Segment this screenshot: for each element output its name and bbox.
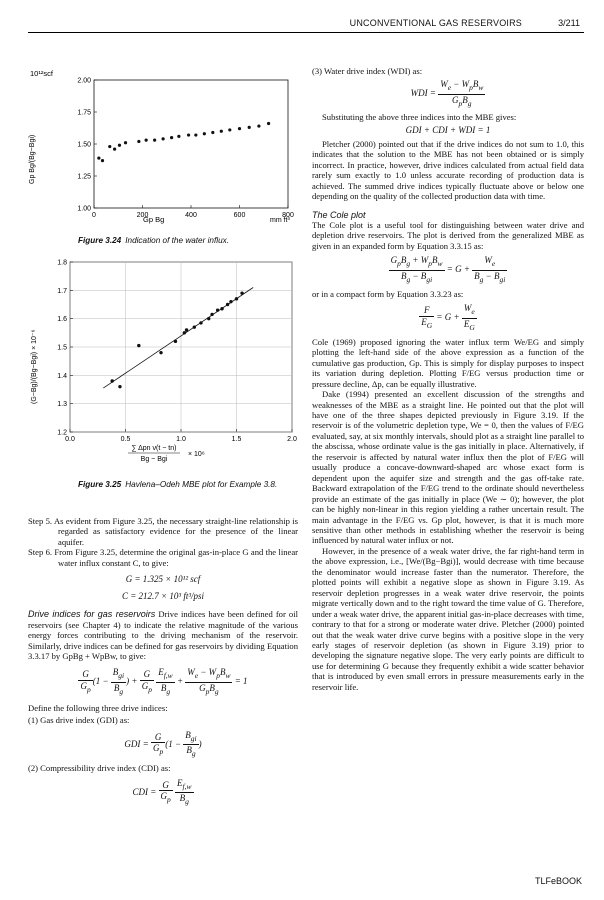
y-tick-label: 1.3: [57, 401, 67, 409]
x-axis-label-numerator: ∑ Δpn ν(t − tn): [131, 445, 177, 452]
y-tick-label: 1.50: [77, 141, 91, 149]
pletcher-paragraph: Pletcher (2000) pointed out that if the drive indices do not sum to 1.0, this indicates that the solution to the MBE has not been obtained or is simply incorrect. In practice, however, drive indices calculated from actual field data rarely sum exactly to 1.0 unless accurate recording of production data is achieved. The summed drive indices typically fluctuate above or below one depending on the quality of the collected production data with time.: [312, 138, 584, 202]
data-point: [118, 144, 121, 147]
y-tick-label: 1.4: [57, 372, 67, 380]
data-point: [159, 351, 162, 354]
x-axis-label-denominator: Bg − Bgi: [140, 456, 168, 463]
cole-expanded-equation: $\frac{G_pB_g + W_pB_w}{B_g - B_{gi}}$ = G + $\frac{W_e}{B_g - B_{gi}}$: [390, 255, 506, 284]
x-tick-label: 0.5: [120, 436, 131, 443]
cdi-equation: CDI = $\frac{G}{G_p}$ $\frac{E_{f,w}}{B_g}$: [132, 777, 192, 806]
data-point: [240, 291, 243, 294]
step-5: Step 5. As evident from Figure 3.25, the necessary straight-line relationship is regarded as satisfactory evidence for the presence of the linear aquifer.: [28, 516, 298, 547]
data-point: [193, 325, 196, 328]
figure-3-24-caption: [78, 236, 308, 245]
figure-3-25-caption: [78, 480, 308, 489]
y-tick-label: 1.5: [57, 344, 67, 352]
data-point: [235, 297, 238, 300]
section-heading: Drive indices for gas reservoirs: [28, 609, 156, 620]
data-point: [248, 126, 251, 129]
y-tick-label: 1.2: [57, 429, 67, 437]
footer-mark: TLFeBOOK: [534, 876, 582, 886]
data-point: [183, 331, 186, 334]
data-point: [228, 128, 231, 131]
figure-3-25-chart: [28, 254, 300, 464]
data-point: [226, 303, 229, 306]
cole-paragraph-2: Cole (1969) proposed ignoring the water influx term We/EG and simply plotting the left-hand side of the above expression as a function of the cumulative gas production, Gp. This is simply for display purposes to inspect its variation during depletion. Plotting F/EG versus production time or pressure decline, Δp, can be equally illustrative.: [312, 336, 584, 389]
equation-g: G = 1.325 × 10¹² scf: [125, 574, 201, 585]
gdi-equation: GDI = $\frac{G}{G_p}$ (1 − $\frac{B_{gi}}{B_g}$ ): [124, 729, 202, 758]
mbe-drive-equation: $\frac{G}{G_p}$ (1 − $\frac{B_{gi}}{B_g}$ ) + $\frac{G}{G_p}$ $\frac{E_{f,w}}{B_g}$ + $\frac{W_e - W_pB_w}{G_pB_g}$ = 1: [80, 667, 248, 696]
data-point: [177, 135, 180, 138]
wdi-equation: WDI = $\frac{W_e - W_pB_w}{G_pB_g}$: [410, 79, 484, 108]
data-point: [203, 132, 206, 135]
x-axis-multiplier: × 10⁶: [188, 451, 205, 458]
data-point: [220, 130, 223, 133]
sum-equation: GDI + CDI + WDI = 1: [405, 125, 491, 136]
wdi-label: (3) Water drive index (WDI) as:: [312, 66, 423, 76]
data-point: [257, 124, 260, 127]
x-tick-label: 2.0: [287, 436, 297, 443]
x-unit-label: mm ft³: [270, 217, 290, 224]
data-point: [229, 300, 232, 303]
x-tick-label: 400: [185, 212, 197, 219]
data-point: [238, 127, 241, 130]
x-axis-label: Gp Bg: [143, 215, 165, 224]
drive-indices-paragraph: Drive indices for gas reservoirs Drive indices have been defined for oil reservoirs (see Chapter 4) to indicate the relative magnitude of the various energy forces contributing to the driving mechanism of the reservoir. Similarly, drive indices can be defined for gas reservoirs by dividing Equation 3.3.17 by GpBg + WpBw, to give:: [28, 609, 298, 661]
dake-paragraph: Dake (1994) presented an excellent discussion of the strengths and weaknesses of the MBE as a straight line. He pointed out that the plot will have one of the three shapes depicted previously in Figure 3.19. If the reservoir is of the volumetric depletion type, We = 0, then the values of F/EG evaluated, say, at six monthly intervals, should plot as a straight line parallel to the abscissa, whose ordinate value is the gas initially in place. Alternatively, if the reservoir is affected by natural water influx then the plot of F/EG will usually produce a concave-downward-shaped arc whose exact form is dependent upon the aquifer size and strength and the gas off-take rate. Backward extrapolation of the F/EG trend to the ordinate should nevertheless provide an estimate of the gas initially in place (We ∼ 0); however, the plot can be highly non-linear in this region yielding a rather uncertain result. The main advantage in the F/EG vs. Gp plot, however, is that it is much more sensitive than other methods in establishing whether the reservoir is being influenced by natural water influx or not.: [312, 389, 584, 546]
x-tick-label: 600: [233, 212, 246, 219]
caption-text: Indication of the water influx.: [125, 236, 230, 245]
data-point: [220, 307, 223, 310]
y-tick-label: 1.00: [77, 205, 91, 213]
cole-compact-equation: $\frac{F}{E_G}$ = G + $\frac{W_e}{E_G}$: [421, 303, 475, 332]
data-point: [145, 139, 148, 142]
y-tick-label: 2.00: [77, 77, 91, 85]
y-axis-label: (G−Bg)/(Bg−Bgi) × 10⁻⁶: [31, 329, 38, 404]
data-point: [101, 159, 104, 162]
y-axis-label: Gp Bg/(Bg−Bgi): [29, 134, 36, 184]
left-column-text: [28, 516, 298, 811]
data-point: [211, 131, 214, 134]
weak-water-drive-paragraph: However, in the presence of a weak water drive, the far right-hand term in the above expression, i.e., [We/(Bg−Bgi)], would decrease with time because the denominator would increase faster than the numerator. Therefore, the plotted points will exhibit a negative slope as shown in Figure 3.19. As reservoir depletion progresses in a weak water drive reservoir, the points migrate vertically down and to the right toward the time value of G. Therefore, under a weak water drive, the apparent initial gas-in-place decreases with time, contrary to that for a strong or moderate water drive. Pletcher (2000) pointed out that the weak water drive curve begins with a positive slope in the very early stages of reservoir depletion (as shown in Figure 3.19) prior to developing the signature negative slope. The very early points are difficult to use for determining G because they frequently exhibit a wide scatter behavior that is introduced by even small errors in pressure measurements early in the reservoir life.: [312, 545, 584, 692]
y-tick-label: 1.75: [77, 109, 91, 117]
x-tick-label: 0: [92, 212, 96, 219]
data-point: [110, 379, 113, 382]
x-tick-label: 1.0: [176, 436, 186, 443]
y-tick-label: 1.8: [57, 259, 67, 267]
running-header: [28, 10, 584, 33]
x-tick-label: 1.5: [231, 436, 242, 443]
compact-form-text: or in a compact form by Equation 3.3.23 as:: [312, 288, 464, 299]
right-column-text: [312, 66, 584, 692]
data-point: [137, 140, 140, 143]
data-point: [137, 344, 140, 347]
data-point: [210, 313, 213, 316]
x-tick-label: 0.0: [65, 436, 75, 443]
equation-c: C = 212.7 × 10³ ft³/psi: [121, 590, 205, 601]
caption-number: Figure 3.24: [78, 236, 122, 245]
data-point: [113, 148, 116, 151]
substitution-text: Substituting the above three indices into the MBE gives:: [322, 111, 517, 122]
data-point: [207, 317, 210, 320]
unit-label: 10¹²scf: [30, 69, 53, 78]
cdi-label: (2) Compressibility drive index (CDI) as:: [28, 763, 171, 774]
data-point: [170, 136, 173, 139]
data-point: [187, 133, 190, 136]
y-tick-label: 1.6: [57, 316, 67, 324]
caption-number: Figure 3.25: [78, 480, 122, 489]
cole-plot-heading: The Cole plot: [312, 209, 366, 220]
data-point: [118, 385, 121, 388]
data-point: [153, 139, 156, 142]
x-tick-label: 200: [136, 212, 149, 219]
figure-3-24-chart: [28, 64, 300, 232]
data-point: [97, 156, 100, 159]
define-indices: Define the following three drive indices:: [28, 702, 168, 713]
running-title: UNCONVENTIONAL GAS RESERVOIRS: [349, 18, 522, 28]
data-point: [108, 145, 111, 148]
x-tick-label: 800: [282, 212, 294, 219]
step-6: Step 6. From Figure 3.25, determine the original gas-in-place G and the linear water influx constant C, to give:: [28, 547, 298, 568]
data-point: [124, 141, 127, 144]
data-point: [194, 133, 197, 136]
data-point: [267, 122, 270, 125]
caption-text: Havlena–Odeh MBE plot for Example 3.8.: [125, 480, 278, 489]
data-point: [174, 340, 177, 343]
y-tick-label: 1.7: [57, 287, 67, 295]
gdi-label: (1) Gas drive index (GDI) as:: [28, 715, 130, 726]
cole-paragraph-1: The Cole plot is a useful tool for distinguishing between water drive and depletion drive reservoirs. The plot is derived from the generalized MBE as given in an expanded form by Equation 3.3.15 as:: [312, 220, 584, 251]
page-number: 3/211: [558, 18, 580, 28]
data-point: [162, 137, 165, 140]
data-point: [185, 328, 188, 331]
plot-frame: [94, 80, 288, 208]
data-point: [199, 321, 202, 324]
data-point: [216, 308, 219, 311]
y-tick-label: 1.25: [77, 173, 91, 181]
